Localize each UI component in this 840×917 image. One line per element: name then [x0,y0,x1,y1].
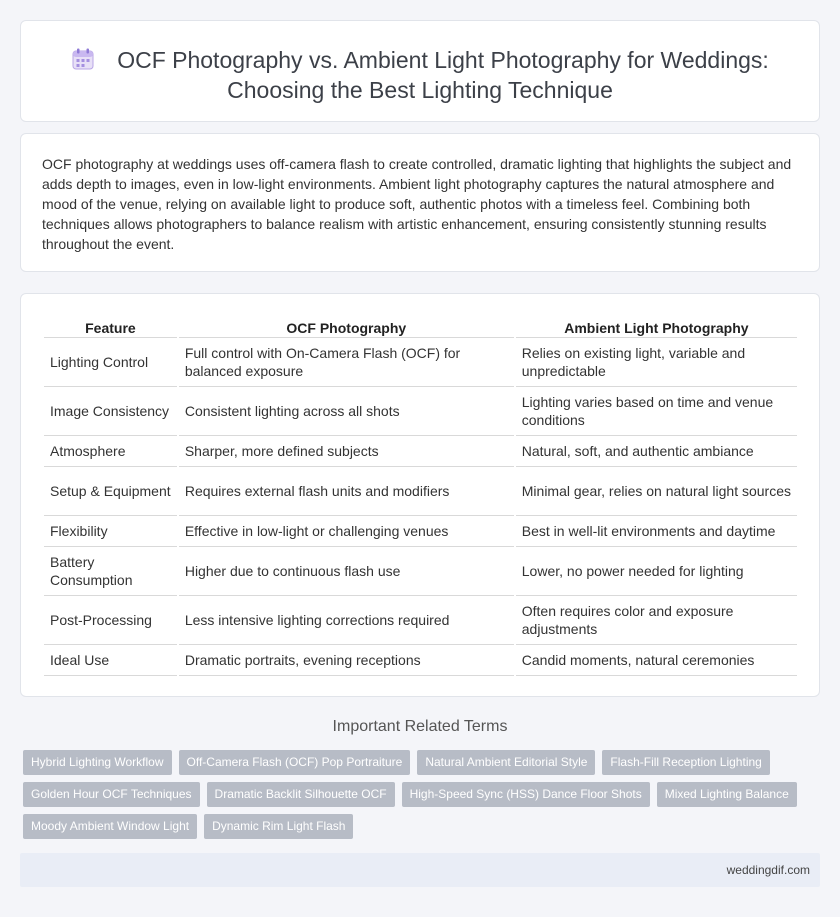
tag-backlit-silhouette-ocf[interactable]: Dramatic Backlit Silhouette OCF [207,782,395,807]
table-cell: Atmosphere [44,436,177,467]
tag-row [23,750,803,775]
table-cell: Often requires color and exposure adjustments [516,596,797,645]
table-row [44,436,797,467]
table-row [44,547,797,596]
calendar-icon [71,47,95,71]
header-ocf: OCF Photography [179,316,514,338]
intro-text: OCF photography at weddings uses off-camera flash to create controlled, dramatic lighting that highlights the subject and adds depth to images, even in low-light environments. Ambient light photography captures the natural atmosphere and mood of the venue, relying on available light to produce soft, authentic photos with a timeless feel. Combining both techniques allows photographers to balance realism with artistic enhancement, ensuring consistently stunning results throughout the event. [42,156,792,252]
table-row [44,596,797,645]
tag-row [23,814,803,839]
tag-rim-light-flash[interactable]: Dynamic Rim Light Flash [204,814,353,839]
table-cell: Candid moments, natural ceremonies [516,645,797,676]
related-terms-list [23,750,803,846]
intro-card [20,133,820,272]
table-cell: Relies on existing light, variable and unpredictable [516,338,797,387]
header-feature: Feature [44,316,177,338]
tag-ocf-pop-portraiture[interactable]: Off-Camera Flash (OCF) Pop Portraiture [179,750,411,775]
table-cell: Dramatic portraits, evening receptions [179,645,514,676]
header-ambient: Ambient Light Photography [516,316,797,338]
table-cell: Higher due to continuous flash use [179,547,514,596]
title-wrap [21,45,819,105]
table-row [44,645,797,676]
table-row [44,338,797,387]
tag-hybrid-lighting-workflow[interactable]: Hybrid Lighting Workflow [23,750,172,775]
footer-site-link[interactable]: weddingdif.com [726,863,810,877]
table-header-row [44,316,797,338]
table-cell: Ideal Use [44,645,177,676]
tag-flash-fill-reception[interactable]: Flash-Fill Reception Lighting [602,750,769,775]
table-cell: Minimal gear, relies on natural light sources [516,467,797,516]
table-cell: Requires external flash units and modifiers [179,467,514,516]
header-card [20,20,820,122]
table-cell: Post-Processing [44,596,177,645]
table-cell: Best in well-lit environments and daytime [516,516,797,547]
table-cell: Setup & Equipment [44,467,177,516]
table-cell: Lighting varies based on time and venue conditions [516,387,797,436]
table-row [44,387,797,436]
table-row [44,467,797,516]
table-cell: Battery Consumption [44,547,177,596]
tag-natural-ambient-editorial[interactable]: Natural Ambient Editorial Style [417,750,595,775]
table-cell: Natural, soft, and authentic ambiance [516,436,797,467]
tag-golden-hour-ocf[interactable]: Golden Hour OCF Techniques [23,782,200,807]
tag-row [23,782,803,807]
comparison-table [42,316,799,676]
table-cell: Consistent lighting across all shots [179,387,514,436]
table-cell: Image Consistency [44,387,177,436]
tag-moody-window-light[interactable]: Moody Ambient Window Light [23,814,197,839]
comparison-table-card [20,293,820,697]
table-cell: Effective in low-light or challenging venues [179,516,514,547]
table-cell: Lower, no power needed for lighting [516,547,797,596]
table-cell: Full control with On-Camera Flash (OCF) for balanced exposure [179,338,514,387]
table-row [44,516,797,547]
table-cell: Flexibility [44,516,177,547]
related-terms-heading: Important Related Terms [332,718,508,735]
table-cell: Less intensive lighting corrections required [179,596,514,645]
table-cell: Lighting Control [44,338,177,387]
page-title: OCF Photography vs. Ambient Light Photography for Weddings: Choosing the Best Lighting Technique [117,47,769,103]
tag-mixed-lighting-balance[interactable]: Mixed Lighting Balance [657,782,797,807]
footer [20,853,820,887]
table-cell: Sharper, more defined subjects [179,436,514,467]
tag-hss-dance-floor[interactable]: High-Speed Sync (HSS) Dance Floor Shots [402,782,650,807]
